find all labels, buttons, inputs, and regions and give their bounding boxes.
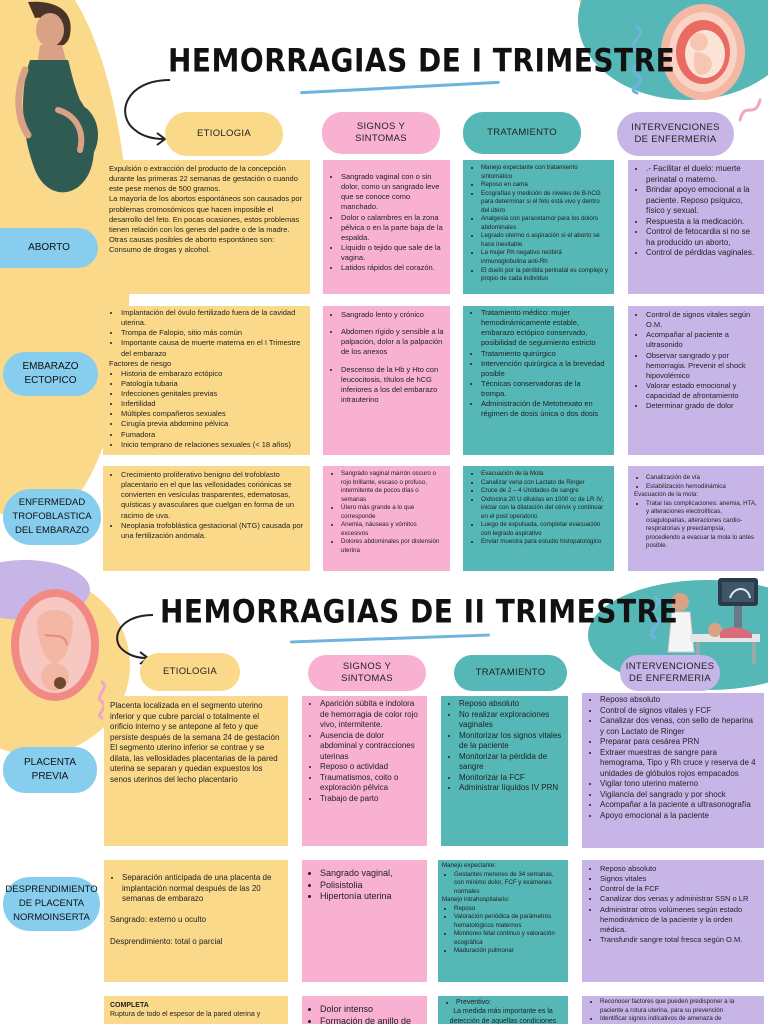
- list-item: • Infertilidad: [121, 399, 304, 409]
- list-item: • Control de signos vitales según O.M.: [646, 310, 758, 330]
- trofoblastica-tratamiento: [463, 466, 614, 571]
- list-item: • Estabilización hemodinámica: [646, 483, 758, 492]
- text-heading: Factores de riesgo: [109, 358, 172, 368]
- list-item: • Historia de embarazo ectópico: [121, 369, 304, 379]
- list-item: • Sangrado vaginal,: [320, 868, 421, 880]
- list-item: • Respuesta a la medicación.: [646, 217, 758, 228]
- header-intervenciones: INTERVENCIONES DE ENFERMERIA: [617, 112, 734, 156]
- list-item: • Manejo expectante con tratamiento sintomático: [481, 164, 608, 181]
- rotura-etiologia: [104, 996, 288, 1024]
- ectopico-signos: [323, 306, 450, 455]
- list-item: • Reposo o actividad: [320, 762, 421, 773]
- list-item: • Patología tubaria: [121, 379, 304, 389]
- list-item: • Canalizar dos venas, con sello de heparina y con Lactato de Ringer: [600, 716, 758, 737]
- ectopico-intervenciones: [628, 306, 764, 455]
- list-item: • Descenso de la Hb y Hto con leucocitosis, títulos de hCG inferiores a los del embarazo intrauterino: [341, 365, 444, 406]
- list-item: • Enviar muestra para estudio histopatológico: [481, 538, 608, 547]
- aborto-intervenciones: [628, 160, 764, 294]
- list-item: • Tratamiento médico: mujer hemodinámicamente estable, embarazo ectópico conservado, posibilidad de seguimiento estricto: [481, 308, 608, 349]
- trofoblastica-intervenciones: [628, 466, 764, 571]
- list-item: • Ausencia de dolor abdominal y contracciones uterinas: [320, 731, 421, 763]
- list-item: • Transfundir sangre total fresca según O.M.: [600, 935, 758, 945]
- desprendimiento-tratamiento: [438, 860, 568, 982]
- list-item: • Múltiples compañeros sexuales: [121, 409, 304, 419]
- rotura-intervenciones: [582, 996, 764, 1024]
- list-item: • Vigilar tono uterino materno: [600, 779, 758, 790]
- list-item: • Neoplasia trofoblástica gestacional (NTG) causada por una fertilización anómala.: [121, 521, 304, 541]
- list-item: • Legrado uterino o aspiración si el aborto se hace inevitable: [481, 232, 608, 249]
- aborto-tratamiento: [463, 160, 614, 294]
- ectopico-etiologia: [103, 306, 310, 455]
- list-item: • Útero más grande a lo que corresponde: [341, 504, 444, 521]
- list-item: • Sangrado vaginal con o sin dolor, como un sangrado leve que se conoce como manchado.: [341, 172, 444, 213]
- list-item: • Administrar líquidos IV PRN: [459, 783, 562, 794]
- list-item: • Cruce de 2 – 4 Unidades de sangre: [481, 487, 608, 496]
- list-item: • Dolor o calambres en la zona pélvica o en la parte baja de la espalda.: [341, 213, 444, 243]
- list-item: • Canalización de vía: [646, 474, 758, 483]
- text-paragraph: La mayoría de los abortos espontáneos son causados por problemas cromosómicos que hacen imposible el desarrollo del feto. En pocas ocasiones, estos problemas tienen relación con los genes del padre o de la madre. Otras causas posibles de aborto espontáneo son: Consumo de drogas y alcohol.: [109, 194, 303, 254]
- list-item: • Valoración periódica de parámetros hematológicos maternos: [454, 913, 564, 930]
- list-item: • Maduración pulmonar: [454, 947, 564, 956]
- header-signos-sintomas: SIGNOS Y SINTOMAS: [308, 655, 426, 691]
- list-item: • Trabajo de parto: [320, 794, 421, 805]
- list-item: • Traumatismos, coito o exploración pélvica: [320, 773, 421, 794]
- list-item: • Observar sangrado y por hemorragia. Prevenir el shock hipovolémico: [646, 351, 758, 381]
- list-item: • Dolores abdominales por distensión uterina: [341, 538, 444, 555]
- list-item: • Monitorizar la FCF: [459, 773, 562, 784]
- list-item: • Trompa de Falopio, sitio más común: [121, 328, 304, 338]
- placenta-etiologia: [104, 696, 288, 846]
- list-item: • Latidos rápidos del corazón.: [341, 263, 444, 273]
- list-item: • Abdomen rígido y sensible a la palpación, dolor a la palpación de los anexos: [341, 327, 444, 357]
- title-underline: [300, 81, 500, 94]
- list-item: • Oxitocina 20 U diluidas en 1000 cc de LR IV, iniciar con la dilatación del cérvix y continuar en el post operatorio: [481, 496, 608, 522]
- list-item: • Control de pérdidas vaginales.: [646, 248, 758, 259]
- list-item: • Intervención quirúrgica a la brevedad posible: [481, 359, 608, 379]
- list-item: • Dolor intenso: [320, 1004, 421, 1016]
- list-item: • Monitorizar los signos vitales de la paciente: [459, 731, 562, 752]
- list-item: • Fumadora: [121, 430, 304, 440]
- list-item: • Identificar signos indicativos de amenaza de: [600, 1015, 758, 1024]
- header-tratamiento: TRATAMIENTO: [454, 655, 567, 691]
- row-label-desprendimiento-placenta: DESPRENDIMIENTO DE PLACENTA NORMOINSERTA: [3, 877, 100, 931]
- list-item: • Aparición súbita e indolora de hemorragia de color rojo vivo, intermitente.: [320, 699, 421, 731]
- text-heading: COMPLETA: [110, 1002, 149, 1009]
- list-item: • Gestantes menores de 34 semanas, con mínimo dolor, FCF y exámenes normales: [454, 871, 564, 897]
- list-item: • Líquido o tejido que sale de la vagina.: [341, 243, 444, 263]
- aborto-signos: [323, 160, 450, 294]
- list-item: • Brindar apoyo emocional a la paciente. Reposo psíquico, físico y sexual.: [646, 185, 758, 217]
- list-item: • Reposo absoluto: [459, 699, 562, 710]
- list-item: • Sangrado vaginal marrón oscuro o rojo brillante, escaso o profuso, intermitente de pocos días o semanas: [341, 470, 444, 504]
- ectopico-tratamiento: [463, 306, 614, 455]
- list-item: • Formación de anillo de: [320, 1016, 421, 1024]
- list-item: • Polisistolia: [320, 880, 421, 892]
- list-item: • Técnicas conservadoras de la trompa.: [481, 379, 608, 399]
- row-label-enfermedad-trofoblastica: ENFERMEDAD TROFOBLASTICA DEL EMBARAZO: [3, 489, 101, 545]
- list-item: • La mujer Rh negativo recibirá inmunoglobulina anti-Rh: [481, 249, 608, 266]
- list-item: • Monitorizar la pérdida de sangre: [459, 752, 562, 773]
- text-paragraph: Sangrado: externo u oculto: [110, 914, 207, 924]
- aborto-etiologia: [103, 160, 310, 294]
- list-item: • Preparar para cesárea PRN: [600, 737, 758, 748]
- header-signos-sintomas: SIGNOS Y SINTOMAS: [322, 112, 440, 154]
- desprendimiento-etiologia: [104, 860, 288, 982]
- list-item: • Reposo: [454, 905, 564, 914]
- header-etiologia: ETIOLOGIA: [140, 653, 240, 691]
- list-item: • Acompañar a la paciente a ultrasonografía: [600, 800, 758, 811]
- list-item: • Acompañar al paciente a ultrasonido: [646, 330, 758, 350]
- placenta-signos: [302, 696, 427, 846]
- list-item: • Preventivo:: [456, 998, 562, 1007]
- text-paragraph: Ruptura de todo el espesor de la pared uterina y: [110, 1011, 261, 1019]
- list-item: • Reconocer factores que pueden predisponer a la paciente a rotura uterina, para su prevención: [600, 998, 758, 1015]
- baby-uterus-illustration: [5, 585, 105, 710]
- list-item: • Importante causa de muerte materna en el I Trimestre del embarazo: [121, 338, 304, 358]
- list-item: • Tratar las complicaciones: anemia, HTA, y alteraciones electrolíticas, coagulopatías, alteraciones cardio-respiratorias y preeclampsia, procediendo a evacuar la mola lo antes posible.: [646, 500, 758, 551]
- list-item: • Administración de Metotrexato en régimen de dosis única o dos dosis: [481, 399, 608, 419]
- list-item: • Luego de expulsada, completar evacuación con legrado aspirativo: [481, 521, 608, 538]
- text-paragraph: El segmento uterino inferior se contrae y se dilata, las vellosidades placentarias de la pared uterina se separan y quedan expuestos los senos uterinos del lecho placentario: [110, 743, 278, 784]
- list-item: • Extraer muestras de sangre para hemograma, Tipo y Rh cruce y reserva de 4 unidades de glóbulos rojos empacados: [600, 748, 758, 780]
- text-heading: Manejo intrahospitalario:: [442, 896, 510, 904]
- list-item: • Inicio temprano de relaciones sexuales (< 18 años): [121, 440, 304, 450]
- list-item: • Apoyo emocional a la paciente: [600, 811, 758, 822]
- list-item: • .- Facilitar el duelo: muerte perinatal o materno.: [646, 164, 758, 185]
- text-heading: Manejo expectante:: [442, 862, 497, 869]
- list-item: • Anemia, náuseas y vómitos excesivos: [341, 521, 444, 538]
- list-item: • Tratamiento quirúrgico: [481, 349, 608, 359]
- row-label-placenta-previa: PLACENTA PREVIA: [3, 747, 97, 793]
- placenta-tratamiento: [441, 696, 568, 846]
- row-label-embarazo-ectopico: EMBARAZO ECTOPICO: [3, 352, 98, 396]
- list-item: • Analgesia con paracetamol para los dolors abdominales: [481, 215, 608, 232]
- section-title: HEMORRAGIAS DE II TRIMESTRE: [160, 592, 679, 631]
- list-item: • Crecimiento proliferativo benigno del trofoblasto placentario en el que las vellosidades coriónicas se convierten en vesículas trasparentes, edematosas, quísticas y avasculares que cuelgan en forma de un racimo de uva.: [121, 470, 304, 521]
- list-item: • Cirugía previa abdomino pélvica: [121, 419, 304, 429]
- list-item: • Implantación del óvulo fertilizado fuera de la cavidad uterina.: [121, 308, 304, 328]
- list-item: • Reposo en cama: [481, 181, 608, 190]
- row-label-aborto: ABORTO: [0, 228, 98, 268]
- list-item: • Separación anticipada de una placenta de implantación normal después de las 20 semanas de embarazo: [122, 873, 282, 905]
- title-underline: [290, 634, 490, 644]
- page-title: HEMORRAGIAS DE I TRIMESTRE: [168, 41, 676, 80]
- rotura-tratamiento: [438, 996, 568, 1024]
- header-etiologia: ETIOLOGIA: [165, 112, 283, 156]
- list-item: • Control de fetocardia si no se ha producido un aborto,: [646, 227, 758, 248]
- text-paragraph: La medida más importante es la detección de aquellas condiciones: [449, 1008, 557, 1024]
- list-item: • Vigilancia del sangrado y por shock: [600, 790, 758, 801]
- header-tratamiento: TRATAMIENTO: [463, 112, 581, 154]
- list-item: • Canalizar vena con Lactato de Ringer: [481, 479, 608, 488]
- list-item: • Signos vitales: [600, 874, 758, 884]
- list-item: • Administrar otros volúmenes según estado hemodinámico de la paciente y la orden médica.: [600, 905, 758, 935]
- list-item: • Ecografías y medición de niveles de B-hCG para determinar si el feto está vivo y dentro del útero: [481, 190, 608, 216]
- list-item: • Reposo absoluto: [600, 695, 758, 706]
- list-item: • Evacuación de la Mola: [481, 470, 608, 479]
- list-item: • Monitoreo fetal continuo y valoración ecográfica: [454, 930, 564, 947]
- pregnant-woman-illustration: [0, 0, 110, 200]
- text-heading: Evacuación de la mola:: [634, 491, 698, 499]
- placenta-intervenciones: [582, 693, 764, 848]
- list-item: • Valorar estado emocional y capacidad de afrontamiento: [646, 381, 758, 401]
- list-item: • El duelo por la pérdida perinatal es complejo y propio de cada individuo: [481, 267, 608, 284]
- text-paragraph: Expulsión o extracción del producto de la concepción durante las primeras 22 semanas de gestación o cuando este pese menos de 500 gramos.: [109, 164, 298, 194]
- text-paragraph: Desprendimiento: total o parcial: [110, 937, 223, 947]
- list-item: • Determinar grado de dolor: [646, 401, 758, 411]
- list-item: • Reposo absoluto: [600, 864, 758, 874]
- text-paragraph: Placenta localizada en el segmento uterino inferior y que cubre parcial o totalmente el orificio interno y se antepone al feto y que persiste después de la semana 24 de gestación: [110, 701, 280, 742]
- list-item: • Canalizar dos venas y administrar SSN o LR: [600, 894, 758, 904]
- list-item: • No realizar exploraciones vaginales: [459, 710, 562, 731]
- list-item: • Control de la FCF: [600, 884, 758, 894]
- trofoblastica-signos: [323, 466, 450, 571]
- desprendimiento-signos: [302, 860, 427, 982]
- list-item: • Hipertonía uterina: [320, 891, 421, 903]
- header-intervenciones: INTERVENCIONES DE ENFERMERIA: [620, 655, 720, 691]
- trofoblastica-etiologia: [103, 466, 310, 571]
- desprendimiento-intervenciones: [582, 860, 764, 982]
- list-item: • Sangrado lento y crónico: [341, 310, 444, 320]
- list-item: • Control de signos vitales y FCF: [600, 706, 758, 717]
- rotura-signos: [302, 996, 427, 1024]
- list-item: • Infecciones genitales previas: [121, 389, 304, 399]
